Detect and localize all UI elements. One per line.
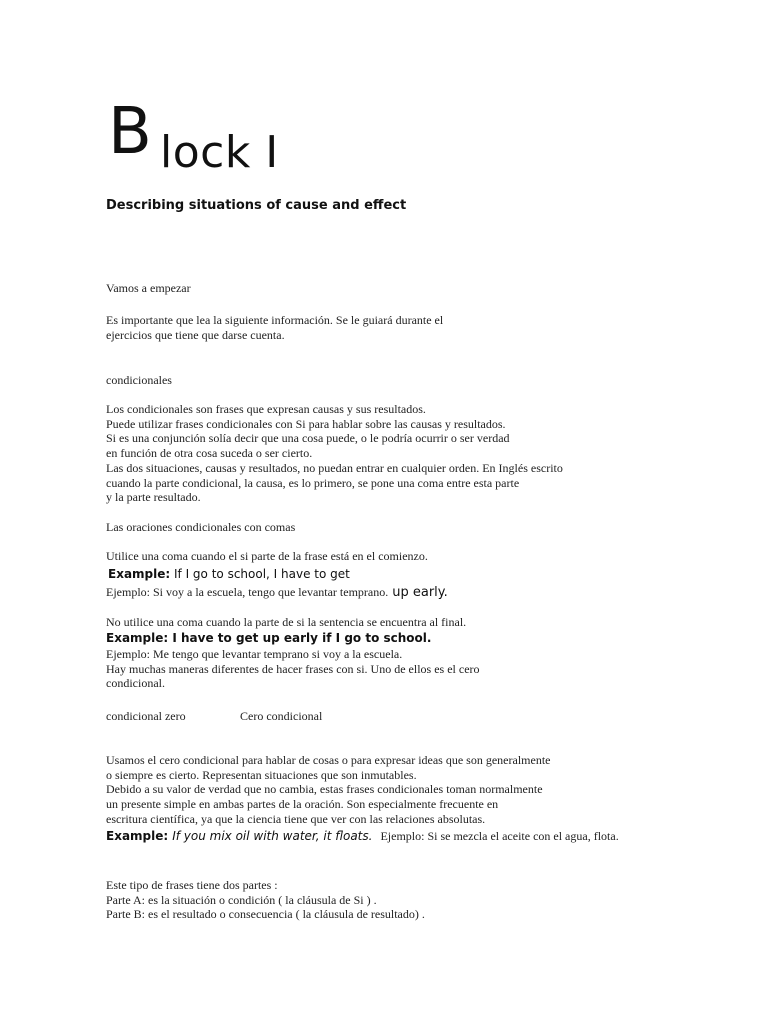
parts-line: Parte A: es la situación o condición ( la cláusula de Si ) . [106,892,377,907]
conditionals-line: en función de otra cosa suceda o ser cierto. [106,446,313,461]
comma-rule-2: No utilice una coma cuando la parte de si la sentencia se encuentra al final. [106,615,467,629]
parts-line: Parte B: es el resultado o consecuencia ( la cláusula de resultado) . [106,907,425,922]
intro-line: ejercicios que tiene que darse cuenta. [106,327,285,342]
parts-line: Este tipo de frases tiene dos partes : [106,878,278,892]
conditionals-line: Puede utilizar frases condicionales con Si para hablar sobre las causas y resultados. [106,416,506,431]
ejemplo-1-text: Ejemplo: Si voy a la escuela, tengo que levantar temprano. [106,585,389,599]
intro-line: Es importante que lea la siguiente información. Se le guiará durante el [106,313,444,327]
ejemplo-2-line: condicional. [106,676,165,691]
intro-paragraph [106,313,443,342]
conditionals-line: cuando la parte condicional, la causa, es lo primero, se pone una coma entre esta parte [106,475,520,490]
zero-line: un presente simple en ambas partes de la oración. Son especialmente frecuente en [106,797,499,812]
zero-paragraph [106,753,550,827]
title-initial: B [108,95,151,169]
zero-line: Usamos el cero condicional para hablar de cosas o para expresar ideas que son generalmente [106,753,551,767]
ejemplo-2-line: Ejemplo: Me tengo que levantar temprano si voy a la escuela. [106,647,403,661]
example-3 [106,827,619,845]
zero-line: Debido a su valor de verdad que no cambia, estas frases condicionales toman normalmente [106,782,543,797]
example-1-text: If I go to school, I have to get [170,567,350,581]
ejemplo-1-tail: up early. [392,585,448,600]
example-3-label: Example: [106,829,169,843]
example-3-text: If you mix oil with water, it floats. [172,829,373,843]
example-2 [106,631,431,645]
intro-heading: Vamos a empezar [106,281,191,295]
conditionals-line: y la parte resultado. [106,490,201,505]
subtitle: Describing situations of cause and effect [106,198,407,213]
example-1-label: Example: [108,567,171,581]
zero-line: escritura científica, ya que la ciencia tiene que ver con las relaciones absolutas. [106,811,486,826]
conditionals-heading: condicionales [106,373,172,387]
conditionals-line: Las dos situaciones, causas y resultados, no puedan entrar en cualquier orden. En Inglés escrito [106,460,563,475]
commas-heading: Las oraciones condicionales con comas [106,520,296,534]
ejemplo-1 [106,583,448,601]
ejemplo-2-paragraph [106,647,480,691]
parts-paragraph [106,878,425,922]
example-2-text: I have to get up early if I go to school. [168,631,432,645]
zero-heading-right: Cero condicional [240,709,323,723]
example-3-ejemplo: Ejemplo: Si se mezcla el aceite con el agua, flota. [380,829,619,843]
example-1 [108,567,350,581]
conditionals-paragraph [106,402,563,505]
conditionals-line: Si es una conjunción solía decir que una cosa puede, o le podría ocurrir o ser verdad [106,431,510,446]
zero-line: o siempre es cierto. Representan situaciones que son inmutables. [106,767,417,782]
conditionals-line: Los condicionales son frases que expresan causas y sus resultados. [106,402,426,416]
title-rest: lock I [160,127,279,178]
comma-rule-1: Utilice una coma cuando el si parte de la frase está en el comienzo. [106,549,428,563]
zero-heading-left: condicional zero [106,709,186,723]
example-2-label: Example: [106,631,169,645]
ejemplo-2-line: Hay muchas maneras diferentes de hacer frases con si. Uno de ellos es el cero [106,661,480,676]
